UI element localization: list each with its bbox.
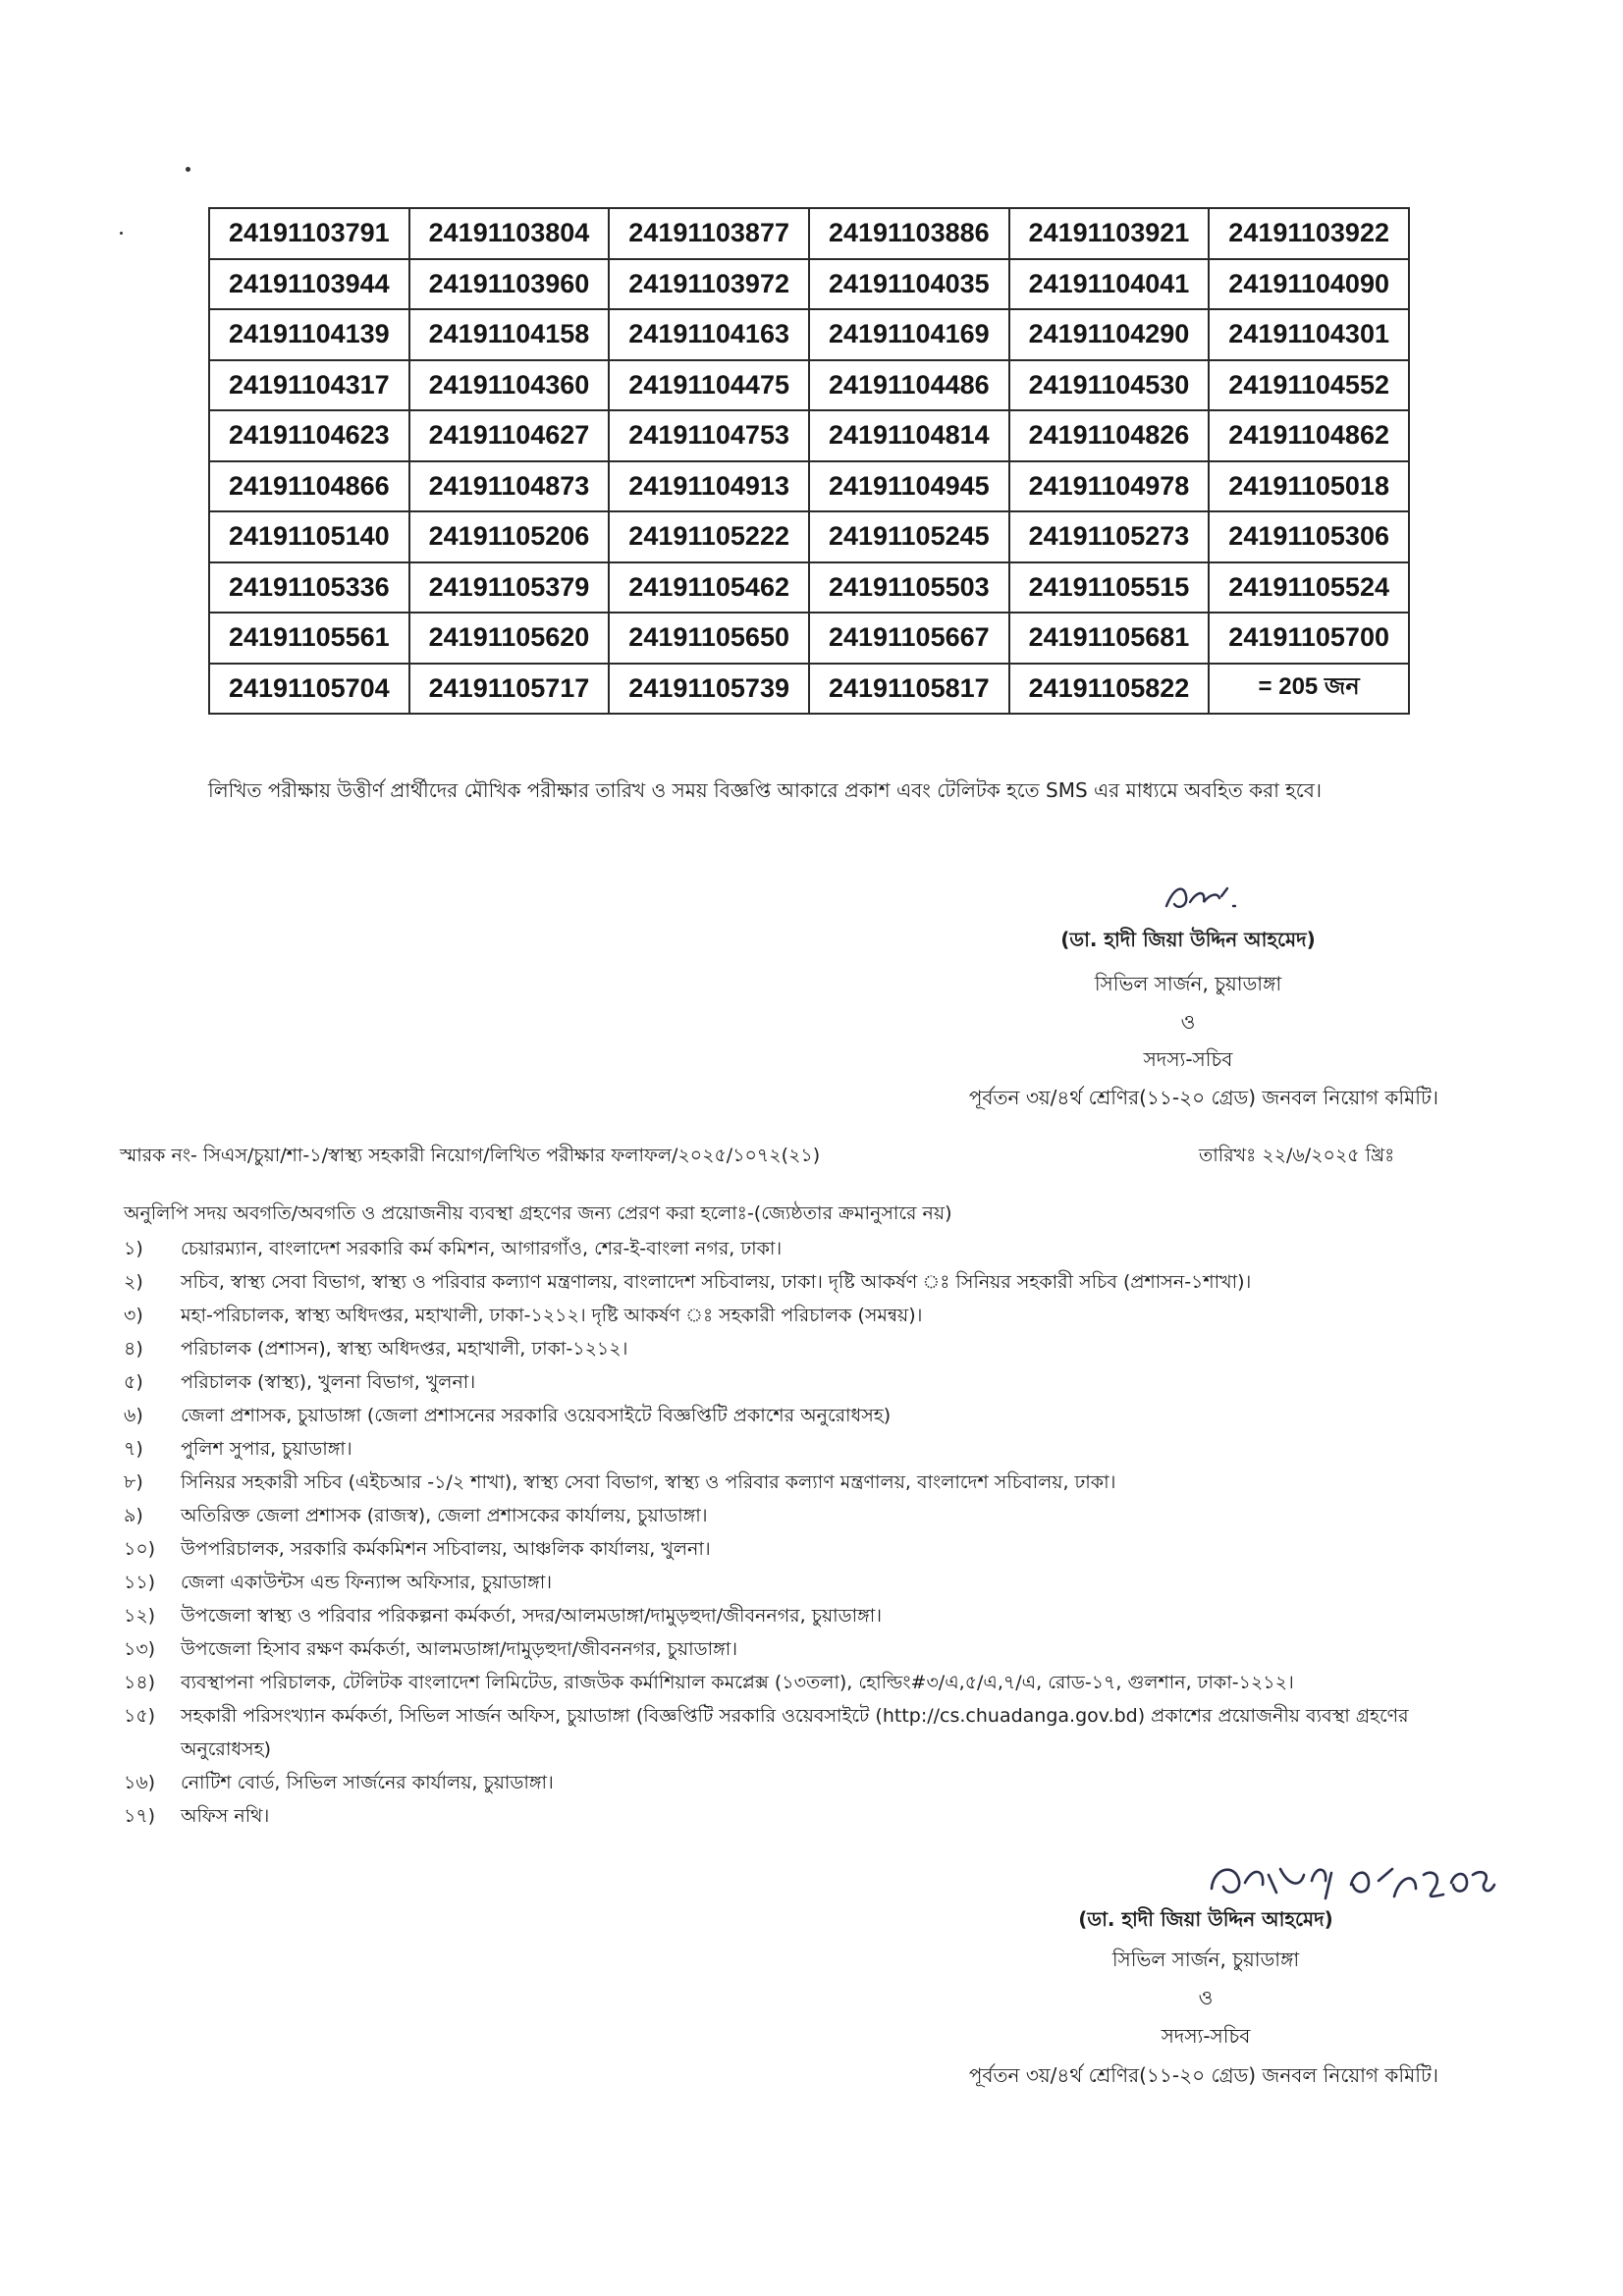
roll-cell: 24191104753 bbox=[609, 410, 809, 461]
table-row bbox=[209, 613, 1409, 664]
list-item-number: ২) bbox=[124, 1271, 143, 1293]
roll-cell: 24191105379 bbox=[409, 562, 610, 614]
list-item-number: ১) bbox=[124, 1238, 143, 1259]
list-item-text: ব্যবস্থাপনা পরিচালক, টেলিটক বাংলাদেশ লিমিটেড, রাজউক কর্মাশিয়াল কমপ্লেক্স (১৩তলা), হোল্ডিং#৩/এ,৫/এ,৭/এ, রোড-১৭, গুলশান, ঢাকা-১২১২। bbox=[181, 1672, 1294, 1693]
list-item bbox=[124, 1365, 1498, 1399]
table-row bbox=[209, 410, 1409, 461]
signatory-name-2: (ডা. হাদী জিয়া উদ্দিন আহমেদ) bbox=[1078, 1907, 1333, 1931]
roll-cell: 24191105739 bbox=[609, 664, 809, 715]
list-item-text: সচিব, স্বাস্থ্য সেবা বিভাগ, স্বাস্থ্য ও পরিবার কল্যাণ মন্ত্রণালয়, বাংলাদেশ সচিবালয়, ঢাকা। দৃষ্টি আকর্ষণ ঃ সিনিয়র সহকারী সচিব (প্রশাসন-১শাখা)। bbox=[181, 1271, 1252, 1293]
roll-cell: 24191104301 bbox=[1209, 309, 1409, 360]
roll-cell: 24191104139 bbox=[209, 309, 409, 360]
list-item-number: ১১) bbox=[124, 1572, 156, 1593]
roll-cell: 24191105561 bbox=[209, 613, 409, 664]
list-item bbox=[124, 1566, 1498, 1599]
list-item bbox=[124, 1699, 1498, 1766]
table-row bbox=[209, 461, 1409, 512]
roll-cell: 24191103944 bbox=[209, 259, 409, 310]
roll-cell: 24191105515 bbox=[1009, 562, 1210, 614]
roll-cell: 24191104158 bbox=[409, 309, 610, 360]
list-item-text: অতিরিক্ত জেলা প্রশাসক (রাজস্ব), জেলা প্রশাসকের কার্যালয়, চুয়াডাঙ্গা। bbox=[181, 1505, 708, 1526]
roll-cell: 24191104035 bbox=[809, 259, 1009, 310]
table-row bbox=[209, 360, 1409, 411]
roll-cell: 24191104317 bbox=[209, 360, 409, 411]
roll-cell: 24191104945 bbox=[809, 461, 1009, 512]
roll-cell: 24191105206 bbox=[409, 511, 610, 562]
roll-cell: 24191105704 bbox=[209, 664, 409, 715]
roll-cell: 24191104163 bbox=[609, 309, 809, 360]
list-item bbox=[124, 1666, 1498, 1699]
roll-cell: 24191104090 bbox=[1209, 259, 1409, 310]
roll-cell: 24191104530 bbox=[1009, 360, 1210, 411]
signature-mark bbox=[1161, 877, 1249, 920]
table-row bbox=[209, 562, 1409, 614]
list-item bbox=[124, 1399, 1498, 1432]
list-item bbox=[124, 1265, 1498, 1299]
list-item bbox=[124, 1232, 1498, 1265]
list-item-text: পুলিশ সুপার, চুয়াডাঙ্গা। bbox=[181, 1438, 352, 1460]
roll-cell: 24191104866 bbox=[209, 461, 409, 512]
list-item-text: উপজেলা হিসাব রক্ষণ কর্মকর্তা, আলমডাঙ্গা/দামুড়হুদা/জীবননগর, চুয়াডাঙ্গা। bbox=[181, 1638, 738, 1660]
list-item-number: ১৫) bbox=[124, 1705, 156, 1727]
roll-cell: 24191104862 bbox=[1209, 410, 1409, 461]
roll-cell: 24191103921 bbox=[1009, 208, 1210, 259]
roll-cell: 24191105462 bbox=[609, 562, 809, 614]
list-item-number: ১৭) bbox=[124, 1805, 156, 1827]
roll-cell: 24191103922 bbox=[1209, 208, 1409, 259]
roll-cell: 24191104873 bbox=[409, 461, 610, 512]
memo-date: তারিখঃ ২২/৬/২০২৫ খ্রিঃ bbox=[1199, 1145, 1395, 1166]
roll-cell: 24191105667 bbox=[809, 613, 1009, 664]
signatory-designation-2: সিভিল সার্জন, চুয়াডাঙ্গা bbox=[1111, 1948, 1300, 1971]
roll-cell: 24191105524 bbox=[1209, 562, 1409, 614]
roll-cell: 24191103804 bbox=[409, 208, 610, 259]
roll-cell: 24191105817 bbox=[809, 664, 1009, 715]
list-item-text: জেলা একাউন্টস এন্ড ফিন্যান্স অফিসার, চুয়াডাঙ্গা। bbox=[181, 1572, 553, 1593]
roll-cell: 24191104475 bbox=[609, 360, 809, 411]
list-item-text: উপপরিচালক, সরকারি কর্মকমিশন সচিবালয়, আঞ্চলিক কার্যালয়, খুলনা। bbox=[181, 1538, 711, 1560]
list-item bbox=[124, 1532, 1498, 1566]
list-item bbox=[124, 1499, 1498, 1532]
list-item-number: ৩) bbox=[124, 1305, 143, 1326]
roll-number-table bbox=[208, 207, 1410, 715]
list-item-text: পরিচালক (প্রশাসন), স্বাস্থ্য অধিদপ্তর, মহাখালী, ঢাকা-১২১২। bbox=[181, 1338, 628, 1360]
notice-text: লিখিত পরীক্ষায় উত্তীর্ণ প্রার্থীদের মৌখিক পরীক্ষার তারিখ ও সময় বিজ্ঞপ্তি আকারে প্রকাশ এবং টেলিটক হতে SMS এর মাধ্যমে অবহিত করা হবে। bbox=[208, 778, 1323, 802]
list-item-number: ১৬) bbox=[124, 1772, 156, 1793]
roll-cell: 24191105822 bbox=[1009, 664, 1210, 715]
roll-cell: 24191105018 bbox=[1209, 461, 1409, 512]
list-item bbox=[124, 1432, 1498, 1466]
roll-cell: 24191105336 bbox=[209, 562, 409, 614]
list-item bbox=[124, 1299, 1498, 1332]
roll-cell: 24191104552 bbox=[1209, 360, 1409, 411]
roll-cell: 24191104169 bbox=[809, 309, 1009, 360]
roll-cell: 24191104623 bbox=[209, 410, 409, 461]
signatory-name: (ডা. হাদী জিয়া উদ্দিন আহমেদ) bbox=[1060, 928, 1316, 951]
roll-cell: 24191105306 bbox=[1209, 511, 1409, 562]
list-item-number: ৪) bbox=[124, 1338, 143, 1360]
stray-mark bbox=[186, 167, 190, 172]
list-item-text: নোটিশ বোর্ড, সিভিল সার্জনের কার্যালয়, চুয়াডাঙ্গা। bbox=[181, 1772, 554, 1793]
list-item-number: ১২) bbox=[124, 1605, 156, 1627]
roll-cell: 24191103886 bbox=[809, 208, 1009, 259]
roll-cell: 24191105273 bbox=[1009, 511, 1210, 562]
total-count-cell: = 205 জন bbox=[1209, 664, 1409, 715]
roll-cell: 24191105681 bbox=[1009, 613, 1210, 664]
roll-cell: 24191104486 bbox=[809, 360, 1009, 411]
signatory-designation: সিভিল সার্জন, চুয়াডাঙ্গা bbox=[1094, 972, 1282, 995]
signature-mark bbox=[1206, 1845, 1500, 1914]
roll-cell: 24191105700 bbox=[1209, 613, 1409, 664]
list-item bbox=[124, 1466, 1498, 1499]
roll-cell: 24191103972 bbox=[609, 259, 809, 310]
list-item-number: ১৩) bbox=[124, 1638, 156, 1660]
roll-cell: 24191105140 bbox=[209, 511, 409, 562]
roll-cell: 24191105650 bbox=[609, 613, 809, 664]
signatory-role-2: সদস্য-সচিব bbox=[1161, 2024, 1251, 2048]
roll-cell: 24191105620 bbox=[409, 613, 610, 664]
table-row bbox=[209, 511, 1409, 562]
roll-cell: 24191105717 bbox=[409, 664, 610, 715]
roll-cell: 24191104913 bbox=[609, 461, 809, 512]
cc-list bbox=[124, 1232, 1498, 1833]
roll-cell: 24191104814 bbox=[809, 410, 1009, 461]
stray-mark bbox=[120, 232, 123, 235]
list-item-text: অফিস নথি। bbox=[181, 1805, 270, 1827]
list-item-number: ১৪) bbox=[124, 1672, 156, 1693]
signatory-and-2: ও bbox=[1198, 1986, 1214, 2009]
list-item-number: ৭) bbox=[124, 1438, 143, 1460]
table-row bbox=[209, 664, 1409, 715]
roll-cell: 24191105245 bbox=[809, 511, 1009, 562]
list-item bbox=[124, 1799, 1498, 1833]
roll-cell: 24191104290 bbox=[1009, 309, 1210, 360]
roll-cell: 24191103960 bbox=[409, 259, 610, 310]
roll-cell: 24191104627 bbox=[409, 410, 610, 461]
roll-cell: 24191104360 bbox=[409, 360, 610, 411]
memo-reference: স্মারক নং- সিএস/চুয়া/শা-১/স্বাস্থ্য সহকারী নিয়োগ/লিখিত পরীক্ষার ফলাফল/২০২৫/১০৭২(২১) bbox=[120, 1145, 821, 1166]
list-item bbox=[124, 1332, 1498, 1365]
list-item-text: সহকারী পরিসংখ্যান কর্মকর্তা, সিভিল সার্জন অফিস, চুয়াডাঙ্গা (বিজ্ঞপ্তিটি সরকারি ওয়েবসাইটে (http://cs.chuadanga.gov.bd) প্রকাশের প্রয়োজনীয় ব্যবস্থা গ্রহণের অনুরোধসহ) bbox=[181, 1705, 1409, 1760]
roll-cell: 24191104978 bbox=[1009, 461, 1210, 512]
table-row bbox=[209, 259, 1409, 310]
list-item-number: ৫) bbox=[124, 1371, 143, 1393]
roll-cell: 24191104041 bbox=[1009, 259, 1210, 310]
list-item-text: পরিচালক (স্বাস্থ্য), খুলনা বিভাগ, খুলনা। bbox=[181, 1371, 476, 1393]
list-item-text: চেয়ারম্যান, বাংলাদেশ সরকারি কর্ম কমিশন, আগারগাঁও, শের-ই-বাংলা নগর, ঢাকা। bbox=[181, 1238, 783, 1259]
table-row bbox=[209, 309, 1409, 360]
list-item-number: ৯) bbox=[124, 1505, 143, 1526]
list-item-number: ১০) bbox=[124, 1538, 156, 1560]
roll-cell: 24191103877 bbox=[609, 208, 809, 259]
list-item bbox=[124, 1766, 1498, 1799]
list-item-number: ৮) bbox=[124, 1471, 143, 1493]
list-item-text: উপজেলা স্বাস্থ্য ও পরিবার পরিকল্পনা কর্মকর্তা, সদর/আলমডাঙ্গা/দামুড়হুদা/জীবননগর, চুয়াডাঙ্গা। bbox=[181, 1605, 883, 1627]
signatory-role: সদস্য-সচিব bbox=[1143, 1047, 1233, 1071]
cc-intro: অনুলিপি সদয় অবগতি/অবগতি ও প্রয়োজনীয় ব্যবস্থা গ্রহণের জন্য প্রেরণ করা হলোঃ-(জ্যেষ্ঠতার ক্রমানুসারে নয়) bbox=[124, 1202, 952, 1224]
list-item-text: সিনিয়র সহকারী সচিব (এইচআর -১/২ শাখা), স্বাস্থ্য সেবা বিভাগ, স্বাস্থ্য ও পরিবার কল্যাণ মন্ত্রণালয়, বাংলাদেশ সচিবালয়, ঢাকা। bbox=[181, 1471, 1116, 1493]
roll-cell: 24191105503 bbox=[809, 562, 1009, 614]
signatory-committee: পূর্বতন ৩য়/৪র্থ শ্রেণির(১১-২০ গ্রেড) জনবল নিয়োগ কমিটি। bbox=[968, 1086, 1438, 1109]
roll-cell: 24191104826 bbox=[1009, 410, 1210, 461]
list-item bbox=[124, 1599, 1498, 1632]
list-item bbox=[124, 1632, 1498, 1666]
roll-cell: 24191105222 bbox=[609, 511, 809, 562]
roll-cell: 24191103791 bbox=[209, 208, 409, 259]
signatory-committee-2: পূর্বতন ৩য়/৪র্থ শ্রেণির(১১-২০ গ্রেড) জনবল নিয়োগ কমিটি। bbox=[968, 2063, 1438, 2087]
list-item-number: ৬) bbox=[124, 1405, 143, 1426]
signatory-and: ও bbox=[1180, 1010, 1196, 1034]
list-item-text: জেলা প্রশাসক, চুয়াডাঙ্গা (জেলা প্রশাসনের সরকারি ওয়েবসাইটে বিজ্ঞপ্তিটি প্রকাশের অনুরোধসহ) bbox=[181, 1405, 892, 1426]
table-row bbox=[209, 208, 1409, 259]
list-item-text: মহা-পরিচালক, স্বাস্থ্য অধিদপ্তর, মহাখালী, ঢাকা-১২১২। দৃষ্টি আকর্ষণ ঃ সহকারী পরিচালক (সমন্বয়)। bbox=[181, 1305, 923, 1326]
